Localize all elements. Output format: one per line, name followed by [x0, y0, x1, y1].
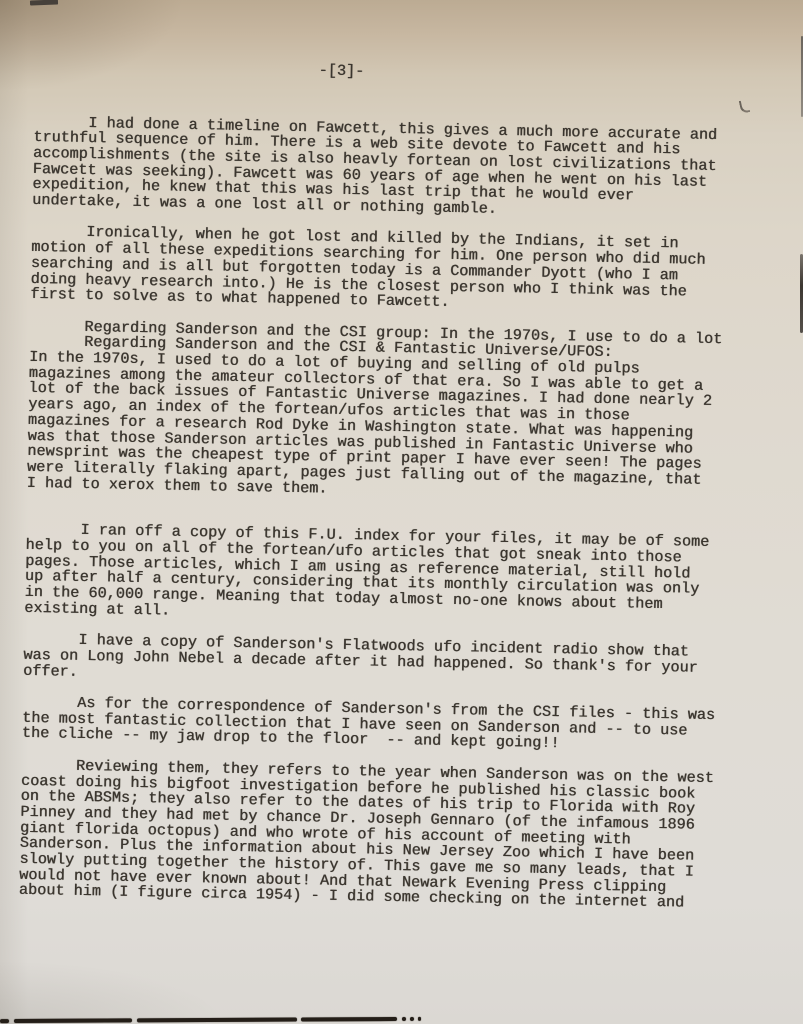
- typewritten-letter: [0, 26, 803, 945]
- photo-artifact-bottom-page-edge: [0, 1014, 803, 1024]
- paragraph: I have a copy of Sanderson's Flatwoods ufo incident radio show that was on Long John Nebel a decade after it had happened. So thank's for your offer.: [22, 630, 698, 681]
- page-number: -[3]-: [318, 61, 365, 81]
- bottom-edge-dash: [410, 1017, 414, 1021]
- bottom-edge-dash: [137, 1018, 297, 1023]
- paragraph: I ran off a copy of this F.U. index for your files, it may be of some help to you on all of the fortean/ufo articles that got sneak into those pages. Those articles, which I am using as reference material, still hold up after half a century, considering that its monthly circulation was only in the 60,000 range. Meaning that today almost no-one knows about them existing at all.: [24, 520, 710, 620]
- bottom-edge-dash: [14, 1018, 132, 1023]
- paragraph: Regarding Sanderson and the CSI group: In the 1970s, I use to do a lot Regarding Sanderson and the CSI & Fantastic Universe/UFOS: In the 1970s, I used to do a lot of buying and selling of old pulps magazines among the amateur collectors of that era. So I was able to get a lot of the back issues of Fantastic Universe magazines. I had done nearly 2 years ago, an index of the fortean/ufos articles that was in those magazines for a research Rod Dyke in Washington state. What was happening was that those Sanderson articles was published in Fantastic Universe who newsprint was the cheapest type of print paper I have ever seen! The pages were literally flaking apart, pages just falling out of the magazine, that I had to xerox them to save them.: [26, 316, 723, 498]
- bottom-edge-dash: [301, 1017, 397, 1022]
- bottom-edge-dash: [418, 1017, 421, 1021]
- photo-artifact-top-edge-mark: [30, 0, 58, 5]
- paragraph: Ironically, when he got lost and killed by the Indians, it set in motion of all these expeditions searching for him. One person who did much searching and is all but forgotten today is a Commander Dyott (who I am doing heavy research into.) He is the closest person who I think was the first to solve as to what happened to Fawcett.: [30, 222, 706, 312]
- letter-body: [19, 114, 803, 913]
- paragraph: Reviewing them, they refers to the year when Sanderson was on the west coast doing his bigfoot investigation before he published his classic book on the ABSMs; they also refer to the dates of his trip to Florida with Roy Pinney and they had met by chance Dr. Joseph Gennaro (of the infamous 1896 giant florida octopus) and who wrote of his account of meeting with Sanderson. Plus the information about his New Jersey Zoo which I have been slowly putting together the history of. This gave me so many leads, that I would not have ever known about! And that Newark Evening Press clipping about him (I figure circa 1954) - I did some checking on the internet and: [18, 755, 715, 913]
- paragraph: I had done a timeline on Fawcett, this gives a much more accurate and truthful sequence of him. There is a web site devote to Fawcett and his accomplishments (the site is also heavly fortean on lost civilizations that Fawcett was seeking). Fawcett was 60 years of age when he went on his last expedition, he knew that this was his last trip that he would ever undertake, it was a one lost all or nothing gamble.: [32, 112, 718, 218]
- bottom-edge-dash: [402, 1017, 406, 1021]
- bottom-edge-dash: [0, 1019, 9, 1023]
- paragraph: As for the correspondence of Sanderson's from the CSI files - this was the most fantastic collection that I have seen on Sanderson and -- to use the cliche -- my jaw drop to the floor -- and kept going!!: [21, 692, 716, 753]
